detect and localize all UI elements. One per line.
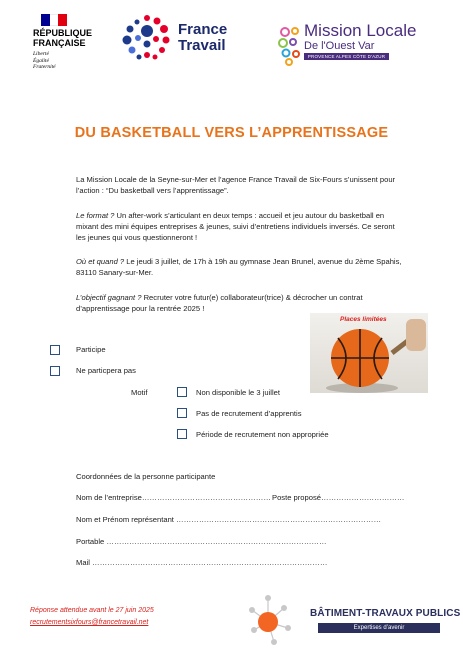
format-paragraph — [76, 210, 406, 243]
btp-title: BÂTIMENT-TRAVAUX PUBLICS — [310, 608, 461, 619]
motif-label-2: Pas de recrutement d’apprentis — [196, 409, 302, 418]
rf-title-line2: FRANÇAISE — [33, 38, 86, 48]
btp-subtitle: Expertises d’avenir — [353, 625, 405, 631]
goal-label: L’objectif gagnant ? — [76, 293, 142, 302]
when-paragraph — [76, 256, 406, 278]
intro-paragraph: La Mission Locale de la Seyne-sur-Mer et l’agence France Travail de Six-Fours s’unissent pour l’action : “Du basketball vers l’apprentissage”. — [76, 175, 396, 195]
participe-label: Participe — [76, 345, 106, 354]
motif-checkbox-2[interactable] — [177, 408, 187, 418]
mission-locale-region-bar: PROVENCE ALPES CÔTE D'AZUR — [304, 53, 389, 60]
portable-field[interactable]: Portable …………………………………………………………………………… — [76, 537, 327, 546]
entreprise-field[interactable]: Nom de l’entreprise…………………………………………… — [76, 493, 271, 502]
motif-label: Motif — [131, 388, 148, 397]
btp-network-icon — [244, 588, 314, 650]
basketball-icon — [310, 313, 428, 393]
poste-field[interactable]: Poste proposé…………………………… — [272, 493, 405, 502]
participe-checkbox[interactable] — [50, 345, 60, 355]
ne-participe-checkbox[interactable] — [50, 366, 60, 376]
mission-locale-title: Mission Locale — [304, 21, 417, 40]
mission-locale-subtitle: De l'Ouest Var — [304, 40, 375, 52]
france-travail-dots-icon — [118, 13, 176, 63]
when-label: Où et quand ? — [76, 257, 125, 266]
mission-locale-circles-icon — [276, 24, 304, 68]
rf-motto-3: Fraternité — [33, 64, 56, 70]
goal-text: Recruter votre futur(e) collaborateur(trice) & décrocher un contrat d’apprentissage pour la rentrée 2025 ! — [76, 293, 363, 313]
deadline-text: Réponse attendue avant le 27 juin 2025 — [30, 607, 154, 614]
coords-heading: Coordonnées de la personne participante — [76, 472, 216, 481]
motif-label-3: Période de recrutement non appropriée — [196, 430, 329, 439]
french-flag-icon — [41, 14, 67, 26]
goal-paragraph — [76, 292, 406, 314]
rf-title-line1: RÉPUBLIQUE — [33, 28, 93, 38]
format-label: Le format ? — [76, 211, 115, 220]
mission-locale-logo — [276, 22, 451, 72]
contact-email-link[interactable]: recrutementsixfours@francetravail.net — [30, 619, 149, 626]
france-travail-line2: Travail — [178, 37, 226, 54]
page-title: DU BASKETBALL VERS L’APPRENTISSAGE — [74, 125, 389, 141]
mail-field[interactable]: Mail ………………………………………………………………………………… — [76, 558, 328, 567]
rf-motto-1: Liberté — [33, 51, 49, 57]
republique-francaise-logo — [33, 14, 103, 71]
basketball-image — [310, 313, 428, 393]
rf-motto-2: Égalité — [33, 57, 49, 64]
france-travail-logo — [118, 13, 238, 63]
representant-field[interactable]: Nom et Prénom représentant ……………………………………………………………………… — [76, 515, 382, 524]
motif-checkbox-1[interactable] — [177, 387, 187, 397]
motif-checkbox-3[interactable] — [177, 429, 187, 439]
motif-label-1: Non disponible le 3 juillet — [196, 388, 281, 397]
france-travail-line1: France — [178, 21, 228, 38]
format-text: Un after-work s’articulant en deux temps : accueil et jeu autour du basketball en mixant des mini équipes entreprises & jeunes, suivi d’entretiens individuels inversés. Ce seront les jeunes qui vous questionneront ! — [76, 211, 395, 242]
btp-subtitle-bar — [318, 623, 440, 633]
places-limitees-caption: Places limitées — [340, 316, 387, 323]
ne-participe-label: Ne particpera pas — [76, 366, 136, 375]
when-text: Le jeudi 3 juillet, de 17h à 19h au gymnase Jean Brunel, avenue du 2ème Spahis, 83110 Sanary-sur-Mer. — [76, 257, 402, 277]
